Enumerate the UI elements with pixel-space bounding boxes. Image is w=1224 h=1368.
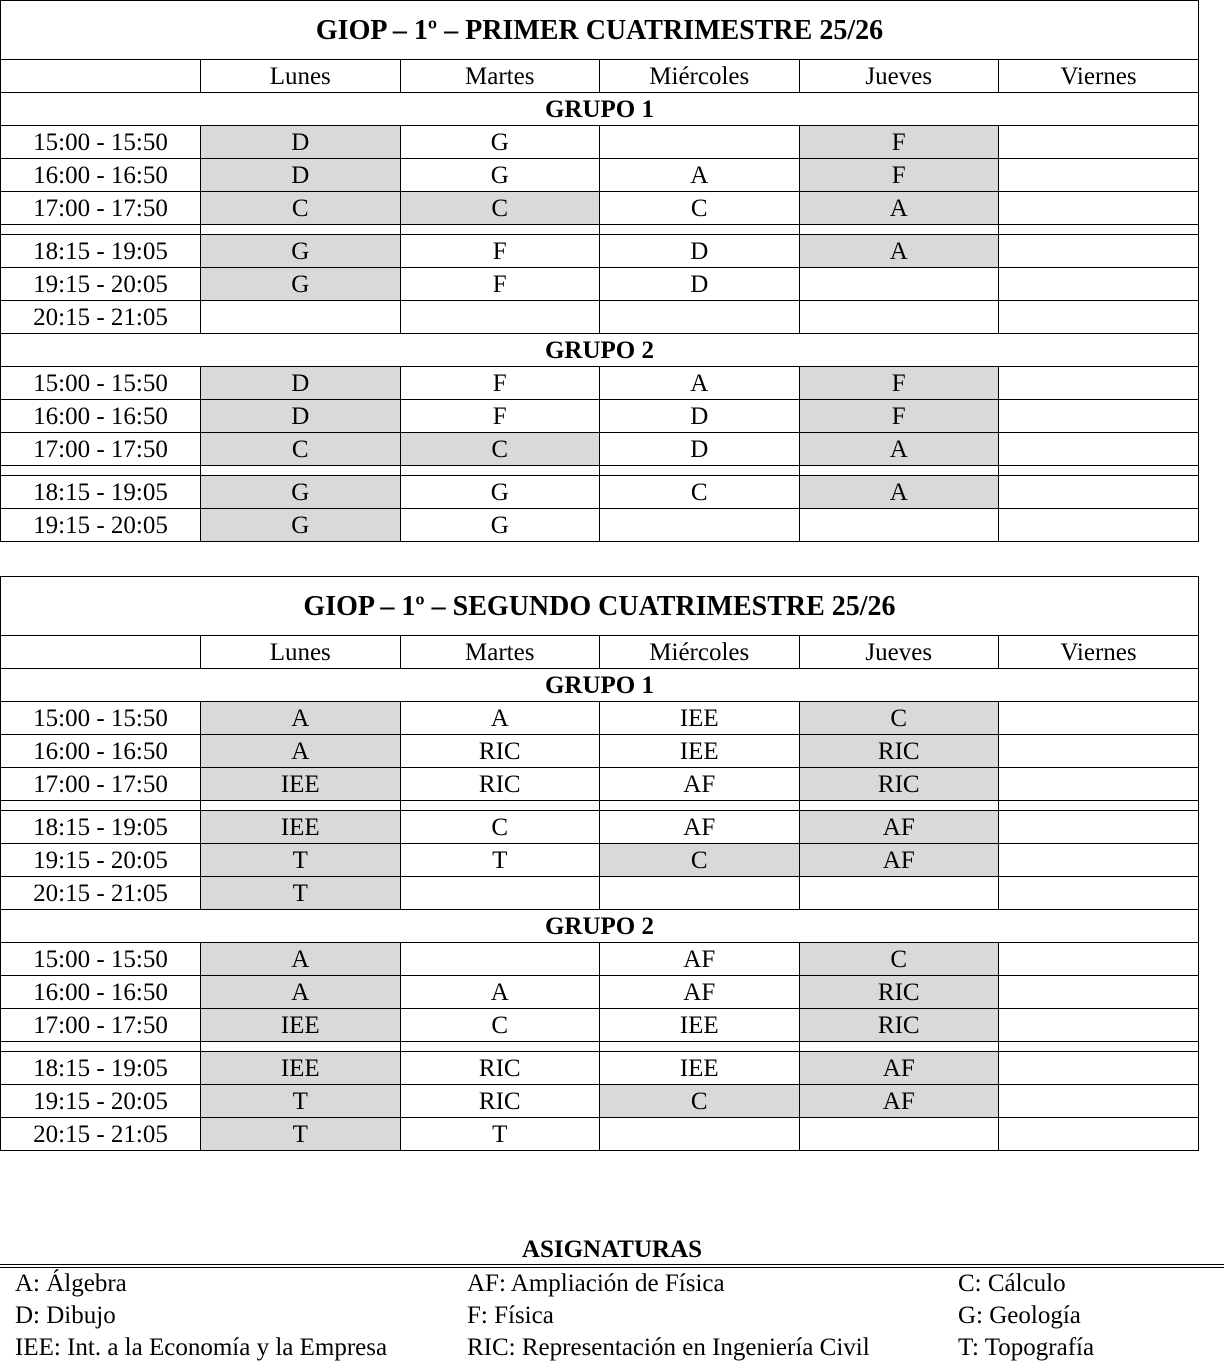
time-slot: 19:15 - 20:05: [1, 1085, 201, 1118]
time-slot: 18:15 - 19:05: [1, 1052, 201, 1085]
class-cell-mi-rcoles: IEE: [600, 1009, 800, 1042]
class-cell-viernes: [999, 301, 1199, 334]
class-cell-jueves: F: [799, 159, 999, 192]
separator-cell: [600, 801, 800, 811]
class-cell-jueves: A: [799, 235, 999, 268]
class-cell-lunes: G: [201, 235, 401, 268]
time-slot: 19:15 - 20:05: [1, 509, 201, 542]
timetable-row: [1, 811, 1198, 844]
class-cell-jueves: RIC: [799, 1009, 999, 1042]
legend-title: ASIGNATURAS: [521, 1236, 703, 1263]
class-cell-viernes: [999, 433, 1199, 466]
class-cell-viernes: [999, 476, 1199, 509]
separator-cell: [799, 1042, 999, 1052]
class-cell-mi-rcoles: IEE: [600, 735, 800, 768]
subjects-legend: [0, 1232, 1224, 1368]
days-header-row: [1, 636, 1198, 669]
schedule-title: GIOP – 1º – SEGUNDO CUATRIMESTRE 25/26: [1, 577, 1198, 636]
separator-cell: [201, 225, 401, 235]
class-cell-jueves: F: [799, 367, 999, 400]
class-cell-viernes: [999, 735, 1199, 768]
time-slot: 18:15 - 19:05: [1, 235, 201, 268]
group-header: GRUPO 2: [1, 910, 1198, 943]
class-cell-martes: [400, 301, 600, 334]
timetable-row: [1, 768, 1198, 801]
class-cell-martes: G: [400, 126, 600, 159]
class-cell-viernes: [999, 235, 1199, 268]
class-cell-jueves: RIC: [799, 976, 999, 1009]
class-cell-martes: RIC: [400, 1052, 600, 1085]
class-cell-jueves: RIC: [799, 735, 999, 768]
class-cell-jueves: C: [799, 702, 999, 735]
day-header-mi-rcoles: Miércoles: [600, 636, 800, 669]
class-cell-martes: A: [400, 976, 600, 1009]
class-cell-jueves: AF: [799, 1085, 999, 1118]
timetable-row: [1, 943, 1198, 976]
separator-cell: [600, 466, 800, 476]
break-separator-row: [1, 801, 1198, 811]
class-cell-viernes: [999, 844, 1199, 877]
timetable-row: [1, 301, 1198, 334]
legend-item: RIC: Representación en Ingeniería Civil: [467, 1334, 870, 1361]
class-cell-mi-rcoles: C: [600, 192, 800, 225]
separator-cell: [600, 225, 800, 235]
class-cell-viernes: [999, 976, 1199, 1009]
class-cell-mi-rcoles: [600, 1118, 800, 1151]
class-cell-lunes: G: [201, 476, 401, 509]
class-cell-mi-rcoles: AF: [600, 811, 800, 844]
separator-cell: [999, 466, 1199, 476]
class-cell-viernes: [999, 268, 1199, 301]
day-header-martes: Martes: [400, 60, 600, 93]
separator-cell: [201, 1042, 401, 1052]
separator-cell: [999, 225, 1199, 235]
class-cell-lunes: G: [201, 509, 401, 542]
separator-cell: [799, 801, 999, 811]
legend-grid: [0, 1268, 1224, 1368]
class-cell-jueves: [799, 1118, 999, 1151]
time-slot: 15:00 - 15:50: [1, 702, 201, 735]
separator-cell: [201, 466, 401, 476]
class-cell-viernes: [999, 702, 1199, 735]
time-slot: 15:00 - 15:50: [1, 126, 201, 159]
timetable-row: [1, 235, 1198, 268]
class-cell-martes: C: [400, 1009, 600, 1042]
time-slot: 20:15 - 21:05: [1, 1118, 201, 1151]
time-slot: 19:15 - 20:05: [1, 268, 201, 301]
class-cell-viernes: [999, 400, 1199, 433]
class-cell-lunes: D: [201, 159, 401, 192]
class-cell-lunes: A: [201, 735, 401, 768]
class-cell-martes: [400, 943, 600, 976]
timetable-row: [1, 877, 1198, 910]
separator-cell: [999, 1042, 1199, 1052]
class-cell-martes: F: [400, 268, 600, 301]
timetable-row: [1, 1085, 1198, 1118]
separator-cell: [400, 466, 600, 476]
time-slot: 15:00 - 15:50: [1, 943, 201, 976]
break-separator-row: [1, 466, 1198, 476]
class-cell-martes: T: [400, 844, 600, 877]
separator-cell: [400, 1042, 600, 1052]
class-cell-viernes: [999, 877, 1199, 910]
timetable-row: [1, 192, 1198, 225]
class-cell-jueves: A: [799, 476, 999, 509]
class-cell-martes: RIC: [400, 735, 600, 768]
class-cell-martes: C: [400, 433, 600, 466]
class-cell-mi-rcoles: IEE: [600, 1052, 800, 1085]
class-cell-jueves: [799, 301, 999, 334]
timetable-row: [1, 400, 1198, 433]
class-cell-viernes: [999, 811, 1199, 844]
class-cell-lunes: T: [201, 1085, 401, 1118]
time-slot: 17:00 - 17:50: [1, 433, 201, 466]
group-header: GRUPO 2: [1, 334, 1198, 367]
timetable-row: [1, 159, 1198, 192]
time-slot: 17:00 - 17:50: [1, 1009, 201, 1042]
separator-cell: [201, 801, 401, 811]
time-slot: 19:15 - 20:05: [1, 844, 201, 877]
separator-cell: [600, 1042, 800, 1052]
day-header-jueves: Jueves: [799, 636, 999, 669]
time-slot: 20:15 - 21:05: [1, 301, 201, 334]
class-cell-viernes: [999, 509, 1199, 542]
class-cell-jueves: [799, 268, 999, 301]
class-cell-viernes: [999, 1085, 1199, 1118]
class-cell-lunes: A: [201, 702, 401, 735]
class-cell-viernes: [999, 192, 1199, 225]
separator-cell: [799, 466, 999, 476]
class-cell-mi-rcoles: AF: [600, 768, 800, 801]
schedule-table: [1, 577, 1198, 1150]
class-cell-jueves: AF: [799, 1052, 999, 1085]
corner-cell: [1, 60, 201, 93]
class-cell-mi-rcoles: [600, 877, 800, 910]
class-cell-jueves: [799, 509, 999, 542]
class-cell-lunes: D: [201, 400, 401, 433]
time-slot: 17:00 - 17:50: [1, 768, 201, 801]
class-cell-mi-rcoles: IEE: [600, 702, 800, 735]
day-header-lunes: Lunes: [201, 636, 401, 669]
class-cell-mi-rcoles: AF: [600, 943, 800, 976]
legend-item: D: Dibujo: [15, 1302, 116, 1329]
time-slot: 16:00 - 16:50: [1, 159, 201, 192]
class-cell-viernes: [999, 1052, 1199, 1085]
group-header: GRUPO 1: [1, 93, 1198, 126]
class-cell-martes: F: [400, 235, 600, 268]
day-header-martes: Martes: [400, 636, 600, 669]
class-cell-martes: RIC: [400, 768, 600, 801]
class-cell-mi-rcoles: C: [600, 1085, 800, 1118]
class-cell-jueves: C: [799, 943, 999, 976]
class-cell-viernes: [999, 159, 1199, 192]
time-slot: 18:15 - 19:05: [1, 811, 201, 844]
timetable-row: [1, 126, 1198, 159]
timetable-row: [1, 702, 1198, 735]
time-slot: 16:00 - 16:50: [1, 976, 201, 1009]
class-cell-mi-rcoles: D: [600, 433, 800, 466]
class-cell-lunes: C: [201, 192, 401, 225]
class-cell-viernes: [999, 768, 1199, 801]
corner-cell: [1, 636, 201, 669]
class-cell-lunes: IEE: [201, 811, 401, 844]
class-cell-lunes: A: [201, 943, 401, 976]
class-cell-lunes: C: [201, 433, 401, 466]
class-cell-mi-rcoles: [600, 301, 800, 334]
separator-cell: [400, 225, 600, 235]
timetable-row: [1, 844, 1198, 877]
class-cell-martes: C: [400, 192, 600, 225]
break-separator-row: [1, 1042, 1198, 1052]
separator-cell: [999, 801, 1199, 811]
class-cell-viernes: [999, 126, 1199, 159]
class-cell-lunes: T: [201, 844, 401, 877]
separator-cell: [799, 225, 999, 235]
class-cell-mi-rcoles: A: [600, 159, 800, 192]
schedule-first-term: [0, 0, 1199, 542]
class-cell-martes: C: [400, 811, 600, 844]
legend-item: G: Geología: [958, 1302, 1081, 1329]
timetable-row: [1, 268, 1198, 301]
class-cell-viernes: [999, 367, 1199, 400]
class-cell-lunes: T: [201, 1118, 401, 1151]
class-cell-martes: [400, 877, 600, 910]
break-separator-row: [1, 225, 1198, 235]
timetable-row: [1, 1052, 1198, 1085]
separator-cell: [1, 225, 201, 235]
schedule-second-term: [0, 576, 1199, 1151]
timetable-row: [1, 367, 1198, 400]
legend-item: IEE: Int. a la Economía y la Empresa: [15, 1334, 388, 1361]
timetable-row: [1, 509, 1198, 542]
class-cell-jueves: F: [799, 126, 999, 159]
day-header-jueves: Jueves: [799, 60, 999, 93]
separator-cell: [1, 466, 201, 476]
class-cell-mi-rcoles: A: [600, 367, 800, 400]
timetable-row: [1, 976, 1198, 1009]
time-slot: 18:15 - 19:05: [1, 476, 201, 509]
timetable-row: [1, 735, 1198, 768]
class-cell-mi-rcoles: D: [600, 235, 800, 268]
time-slot: 16:00 - 16:50: [1, 400, 201, 433]
schedule-title: GIOP – 1º – PRIMER CUATRIMESTRE 25/26: [1, 1, 1198, 60]
separator-cell: [1, 801, 201, 811]
time-slot: 17:00 - 17:50: [1, 192, 201, 225]
class-cell-lunes: G: [201, 268, 401, 301]
class-cell-jueves: AF: [799, 811, 999, 844]
time-slot: 16:00 - 16:50: [1, 735, 201, 768]
class-cell-martes: RIC: [400, 1085, 600, 1118]
legend-item: AF: Ampliación de Física: [467, 1270, 725, 1297]
timetable-row: [1, 1009, 1198, 1042]
class-cell-martes: F: [400, 367, 600, 400]
time-slot: 20:15 - 21:05: [1, 877, 201, 910]
class-cell-lunes: D: [201, 126, 401, 159]
time-slot: 15:00 - 15:50: [1, 367, 201, 400]
class-cell-jueves: A: [799, 433, 999, 466]
class-cell-martes: G: [400, 509, 600, 542]
day-header-viernes: Viernes: [999, 636, 1199, 669]
class-cell-lunes: IEE: [201, 1009, 401, 1042]
timetable-row: [1, 433, 1198, 466]
class-cell-lunes: D: [201, 367, 401, 400]
class-cell-martes: G: [400, 159, 600, 192]
group-header: GRUPO 1: [1, 669, 1198, 702]
class-cell-mi-rcoles: D: [600, 268, 800, 301]
class-cell-jueves: [799, 877, 999, 910]
class-cell-mi-rcoles: [600, 509, 800, 542]
class-cell-mi-rcoles: D: [600, 400, 800, 433]
class-cell-viernes: [999, 1118, 1199, 1151]
legend-item: T: Topografía: [958, 1334, 1095, 1361]
class-cell-mi-rcoles: [600, 126, 800, 159]
class-cell-lunes: T: [201, 877, 401, 910]
legend-item: C: Cálculo: [958, 1270, 1066, 1297]
day-header-lunes: Lunes: [201, 60, 401, 93]
class-cell-lunes: IEE: [201, 768, 401, 801]
class-cell-lunes: IEE: [201, 1052, 401, 1085]
timetable-row: [1, 476, 1198, 509]
day-header-viernes: Viernes: [999, 60, 1199, 93]
days-header-row: [1, 60, 1198, 93]
class-cell-lunes: A: [201, 976, 401, 1009]
class-cell-martes: A: [400, 702, 600, 735]
schedule-table: [1, 1, 1198, 541]
class-cell-viernes: [999, 1009, 1199, 1042]
legend-item: F: Física: [467, 1302, 554, 1329]
separator-cell: [1, 1042, 201, 1052]
class-cell-martes: T: [400, 1118, 600, 1151]
class-cell-lunes: [201, 301, 401, 334]
class-cell-martes: F: [400, 400, 600, 433]
class-cell-mi-rcoles: C: [600, 844, 800, 877]
class-cell-martes: G: [400, 476, 600, 509]
day-header-mi-rcoles: Miércoles: [600, 60, 800, 93]
timetable-row: [1, 1118, 1198, 1151]
class-cell-mi-rcoles: C: [600, 476, 800, 509]
class-cell-jueves: A: [799, 192, 999, 225]
class-cell-jueves: RIC: [799, 768, 999, 801]
class-cell-jueves: F: [799, 400, 999, 433]
class-cell-viernes: [999, 943, 1199, 976]
legend-item: A: Álgebra: [15, 1270, 127, 1297]
class-cell-jueves: AF: [799, 844, 999, 877]
separator-cell: [400, 801, 600, 811]
class-cell-mi-rcoles: AF: [600, 976, 800, 1009]
